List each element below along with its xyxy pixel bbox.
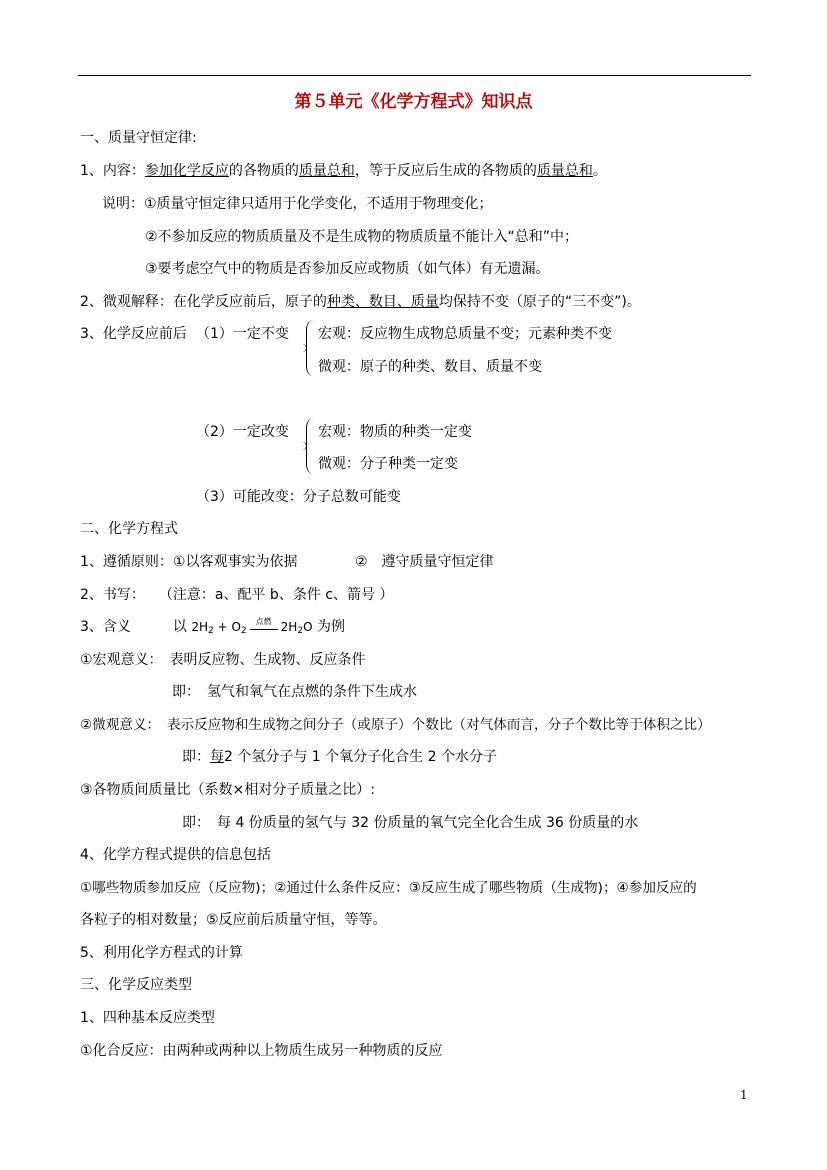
- header-rule: [78, 75, 751, 76]
- calculation-line: 5、利用化学方程式的计算: [80, 945, 243, 961]
- mass-ratio-example: 即： 每 4 份质量的氢气与 32 份质量的氧气完全化合生成 36 份质量的水: [182, 815, 639, 831]
- unchanged-micro: 微观：原子的种类、数目、质量不变: [318, 359, 542, 375]
- text: 均保持不变（原子的“三不变”)。: [438, 294, 641, 310]
- text: ，等于反应后生成的各物质的: [354, 163, 537, 179]
- page-title: 第５单元《化学方程式》知识点: [294, 92, 533, 112]
- underlined-term: 数目: [368, 294, 397, 310]
- changed-micro: 微观：分子种类一定变: [318, 456, 458, 472]
- text: 2 个氢分子与 1 个氧分子化合生 2 个水分子: [224, 749, 497, 765]
- underlined-term: 每: [210, 749, 224, 765]
- changed-macro: 宏观：物质的种类一定变: [318, 424, 472, 440]
- underlined-term: 、: [354, 294, 369, 310]
- combination-reaction: ①化合反应：由两种或两种以上物质生成另一种物质的反应: [80, 1043, 443, 1059]
- eq-term: 2H: [280, 620, 298, 634]
- info-line-2: 各粒子的相对数量；⑤反应前后质量守恒，等等。: [80, 912, 387, 928]
- micro-meaning: ②微观意义： 表示反应物和生成物之间分子（或原子）个数比（对气体而言，分子个数比等于体积之比）: [80, 717, 711, 733]
- writing-line: 2、书写： （注意：a、配平 b、条件 c、箭号 ）: [80, 587, 394, 603]
- info-line-1: ①哪些物质参加反应（反应物)；②通过什么条件反应：③反应生成了哪些物质（生成物)；④参加反应的: [80, 880, 697, 896]
- chemical-equation: [191, 617, 312, 637]
- macro-meaning: ①宏观意义： 表明反应物、生成物、反应条件: [80, 652, 366, 668]
- text: 2、微观解释：在化学反应前后，原子的: [80, 294, 327, 310]
- unchanged-label: （1）一定不变: [196, 326, 289, 342]
- section1-heading: 一、质量守恒定律:: [80, 130, 197, 146]
- eq-term: 2H: [191, 620, 209, 634]
- reaction-condition: 点燃: [255, 616, 272, 626]
- unchanged-macro: 宏观：反应物生成物总质量不变；元素种类不变: [318, 326, 612, 342]
- underlined-term: 参加化学反应: [144, 163, 229, 179]
- text: 即：: [182, 749, 210, 765]
- brace-icon: [306, 320, 313, 376]
- page-number: 1: [740, 1088, 748, 1102]
- macro-meaning-example: 即： 氢气和氧气在点燃的条件下生成水: [172, 684, 417, 700]
- principle-line-b: ② 遵守质量守恒定律: [355, 554, 494, 570]
- section3-heading: 三、化学反应类型: [80, 977, 192, 993]
- underlined-term: 质量总和: [536, 163, 593, 179]
- reaction-types: 1、四种基本反应类型: [80, 1010, 215, 1026]
- eq-term: O: [303, 620, 313, 634]
- text: 为例: [316, 619, 345, 635]
- eq-term: + O: [213, 620, 241, 634]
- may-change: （3）可能改变：分子总数可能变: [196, 489, 401, 505]
- text: 1、内容：: [80, 163, 145, 179]
- meaning-line: [80, 617, 345, 637]
- text: 。: [592, 163, 607, 179]
- changed-label: （2）一定改变: [196, 424, 289, 440]
- reaction-arrow-icon: [250, 616, 278, 635]
- subscript: 2: [297, 626, 304, 636]
- micro-meaning-example: [182, 747, 497, 767]
- content-line: [80, 161, 607, 181]
- text: 3、含义 以: [80, 619, 187, 635]
- text: 的各物质的: [228, 163, 299, 179]
- underlined-term: 种类: [326, 294, 355, 310]
- micro-explanation: [80, 292, 641, 312]
- info-heading: 4、化学方程式提供的信息包括: [80, 847, 271, 863]
- before-after-label: 3、化学反应前后: [80, 326, 187, 342]
- underlined-term: 质量总和: [298, 163, 355, 179]
- mass-ratio: ③各物质间质量比（系数×相对分子质量之比）:: [80, 782, 375, 798]
- subscript: 2: [240, 626, 247, 636]
- brace-icon: [306, 418, 313, 474]
- section2-heading: 二、化学方程式: [80, 521, 178, 537]
- note-3: ③要考虑空气中的物质是否参加反应或物质（如气体）有无遗漏。: [145, 261, 550, 277]
- underlined-term: 、: [396, 294, 411, 310]
- note-1: 说明：①质量守恒定律只适用于化学变化，不适用于物理变化；: [102, 196, 493, 212]
- principle-line: 1、遵循原则：①以客观事实为依据: [80, 554, 298, 570]
- note-2: ②不参加反应的物质质量及不是生成物的物质质量不能计入“总和”中；: [145, 229, 579, 245]
- subscript: 2: [208, 626, 214, 636]
- underlined-term: 质量: [410, 294, 439, 310]
